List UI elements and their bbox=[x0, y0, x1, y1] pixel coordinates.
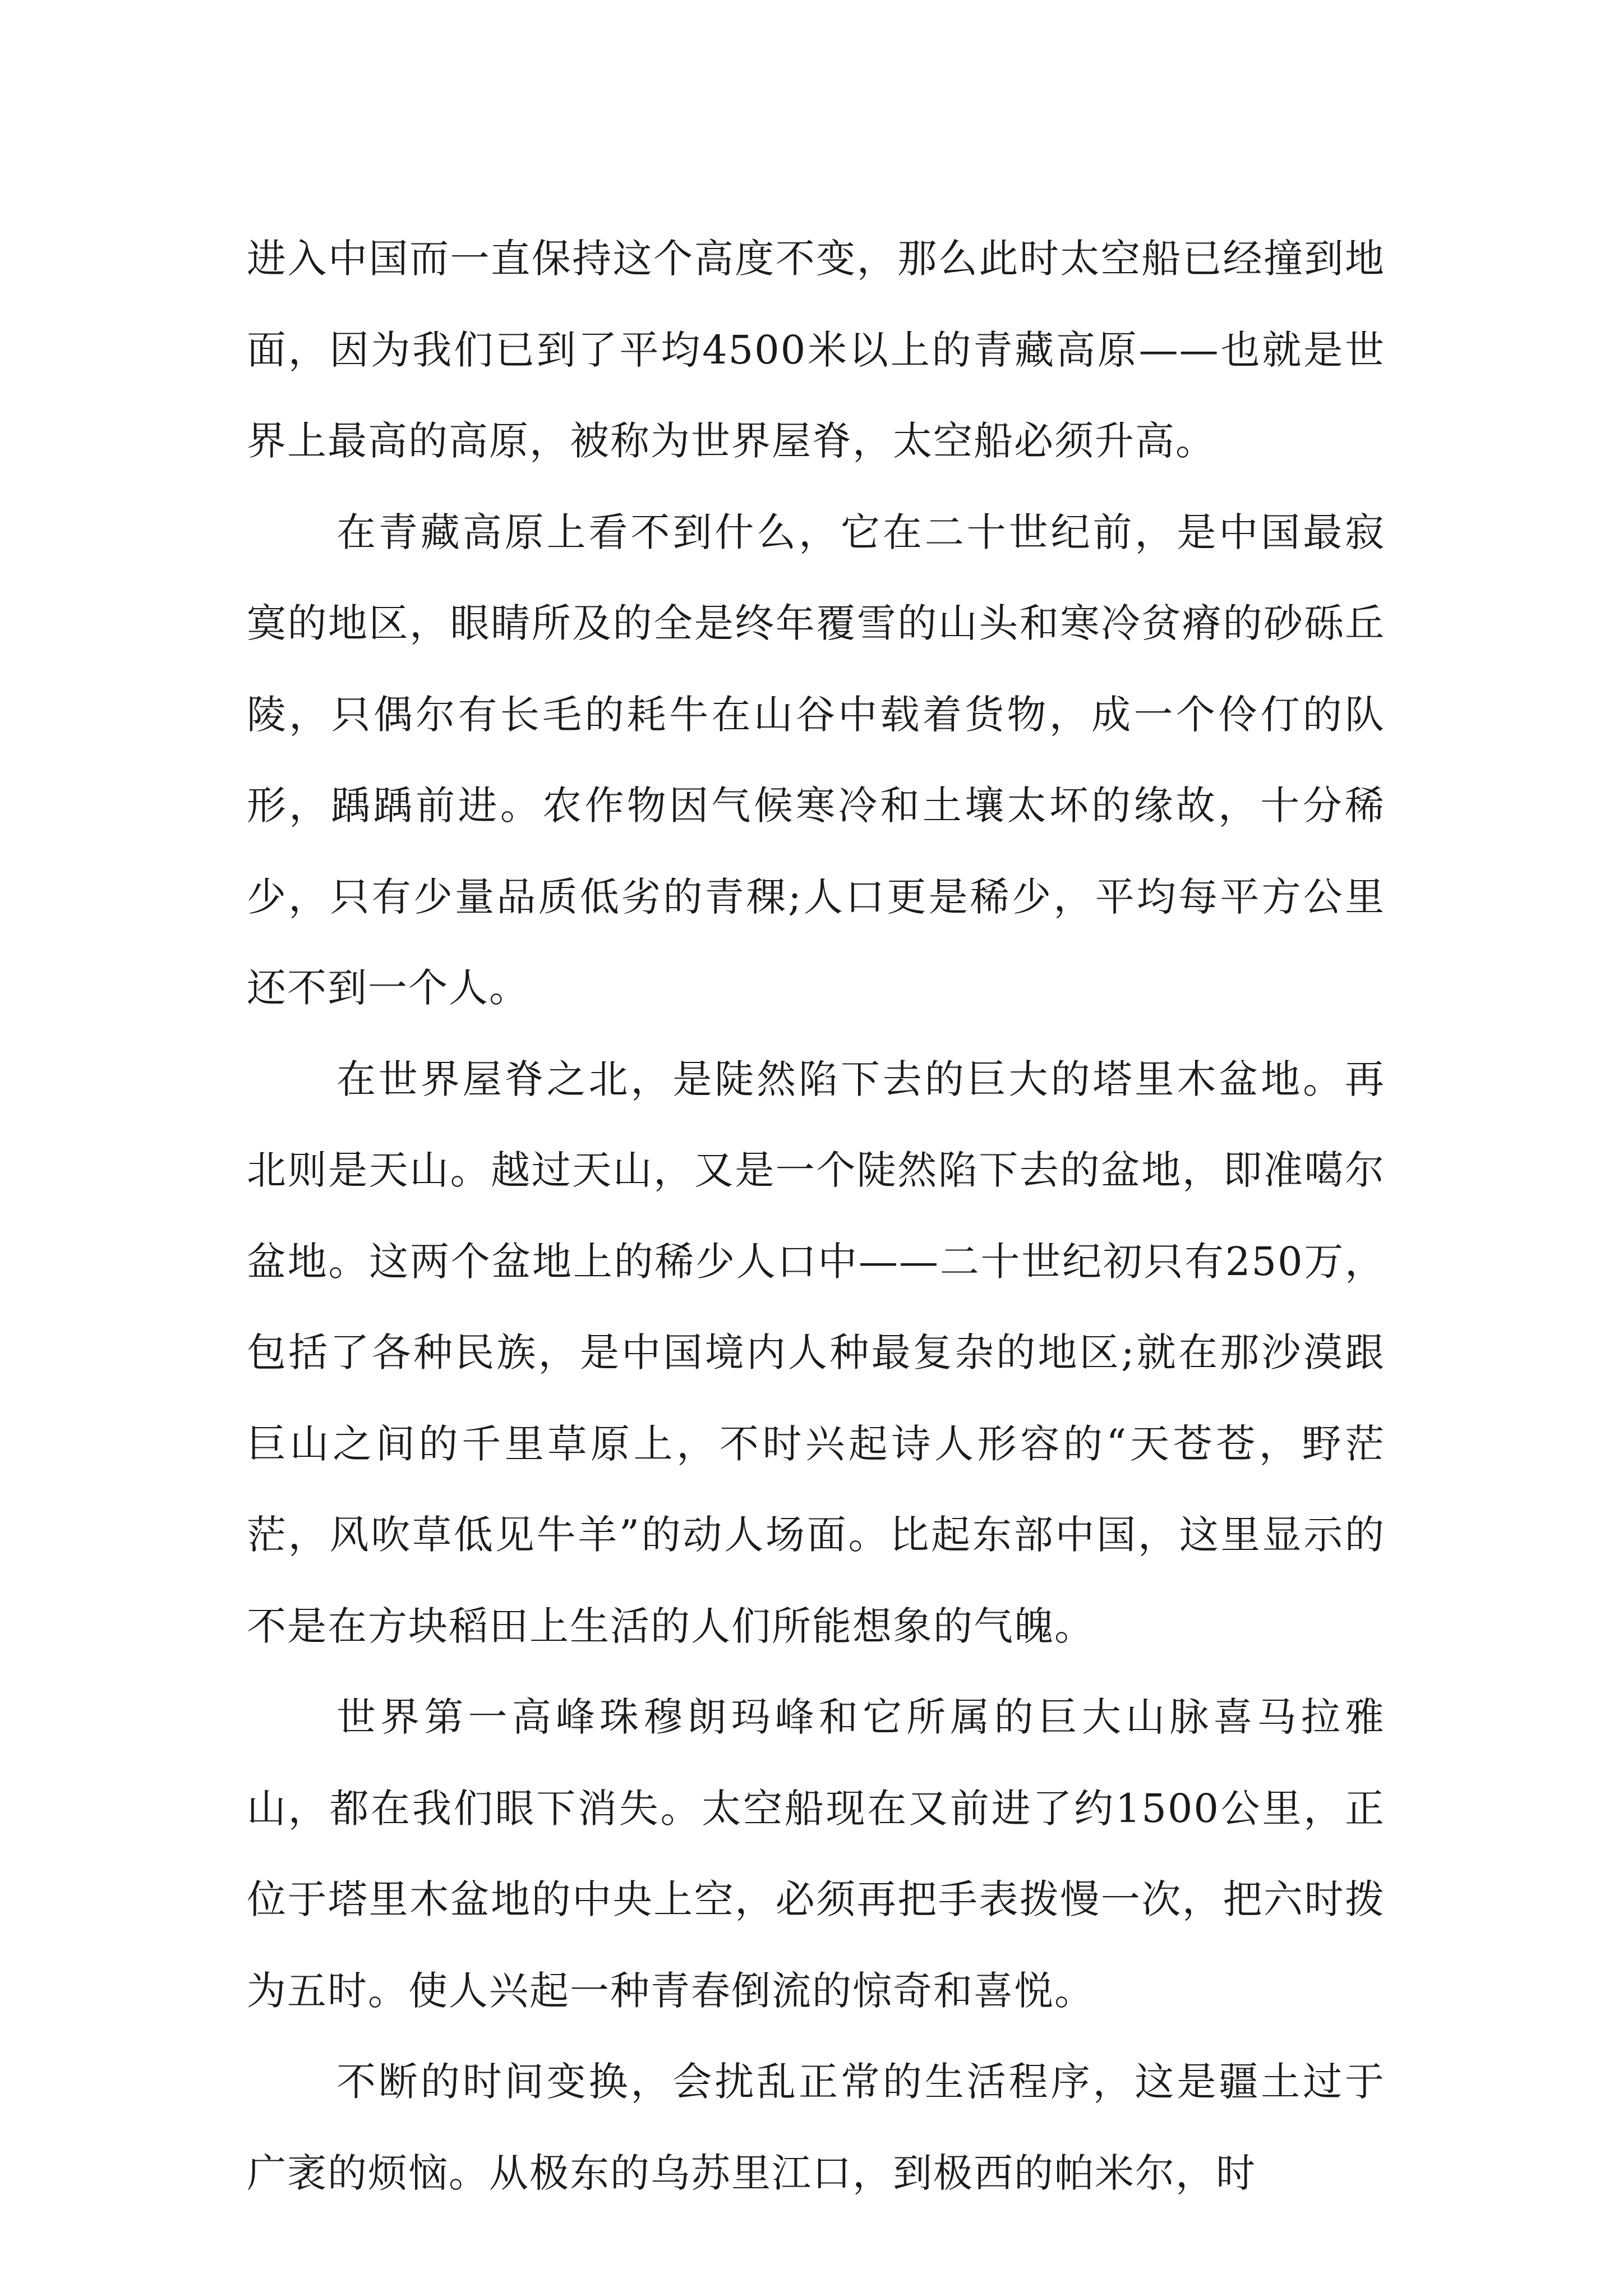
paragraph-4: 世界第一高峰珠穆朗玛峰和它所属的巨大山脉喜马拉雅山，都在我们眼下消失。太空船现在又前进了约1500公里，正位于塔里木盆地的中央上空，必须再把手表拨慢一次，把六时拨为五时。使人兴起一种青春倒流的惊奇和喜悦。 bbox=[247, 1694, 1385, 2014]
paragraph-5: 不断的时间变换，会扰乱正常的生活程序，这是疆土过于广袤的烦恼。从极东的乌苏里江口，到极西的帕米尔，时 bbox=[247, 2059, 1385, 2196]
body-text bbox=[247, 213, 1385, 2219]
paragraph-1: 进入中国而一直保持这个高度不变，那么此时太空船已经撞到地面，因为我们已到了平均4500米以上的青藏高原——也就是世界上最高的高原，被称为世界屋脊，太空船必须升高。 bbox=[247, 236, 1385, 464]
paragraph-3: 在世界屋脊之北，是陡然陷下去的巨大的塔里木盆地。再北则是天山。越过天山，又是一个陡然陷下去的盆地，即准噶尔盆地。这两个盆地上的稀少人口中——二十世纪初只有250万，包括了各种民族，是中国境内人种最复杂的地区;就在那沙漠跟巨山之间的千里草原上，不时兴起诗人形容的“天苍苍，野茫茫，风吹草低见牛羊”的动人场面。比起东部中国，这里显示的不是在方块稻田上生活的人们所能想象的气魄。 bbox=[247, 1056, 1385, 1649]
paragraph-2: 在青藏高原上看不到什么，它在二十世纪前，是中国最寂寞的地区，眼睛所及的全是终年覆雪的山头和寒冷贫瘠的砂砾丘陵，只偶尔有长毛的耗牛在山谷中载着货物，成一个伶仃的队形，踽踽前进。农作物因气候寒冷和土壤太坏的缘故，十分稀少，只有少量品质低劣的青稞;人口更是稀少，平均每平方公里还不到一个人。 bbox=[247, 509, 1385, 1011]
